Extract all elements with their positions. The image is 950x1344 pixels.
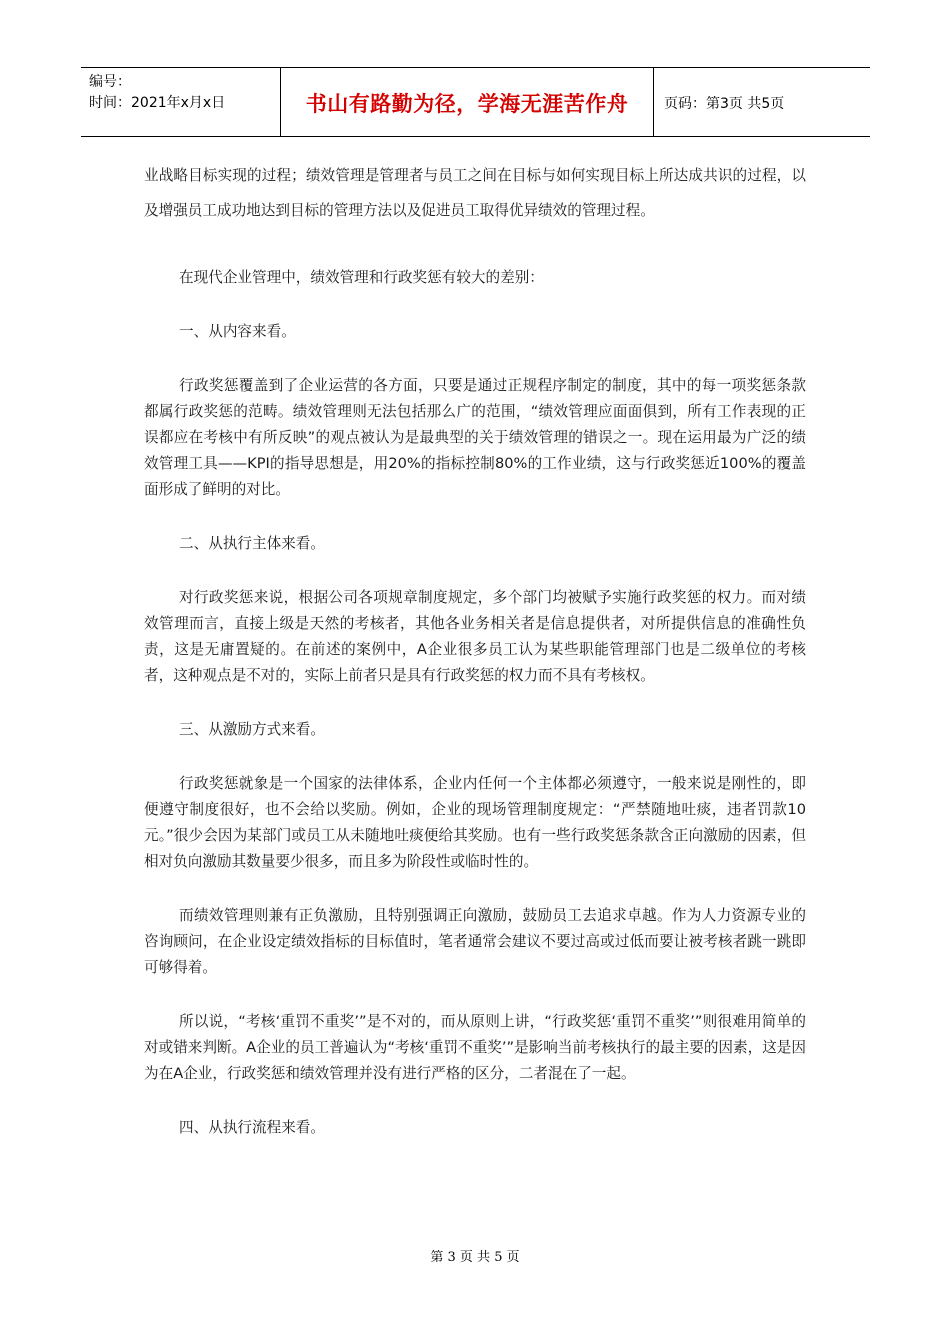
number-label: 编号： bbox=[89, 74, 131, 90]
section-heading-content: 一、从内容来看。 bbox=[179, 323, 296, 340]
header-page-cell bbox=[654, 69, 870, 137]
paragraph-intro: 在现代企业管理中，绩效管理和行政奖惩有较大的差别： bbox=[179, 269, 544, 286]
page-code: 页码：第3页 共5页 bbox=[664, 96, 785, 112]
page-footer: 第 3 页 共 5 页 bbox=[430, 1250, 520, 1265]
motto-text: 书山有路勤为径，学海无涯苦作舟 bbox=[305, 92, 629, 116]
section-heading-subject: 二、从执行主体来看。 bbox=[179, 535, 325, 552]
paragraph-incentive: 行政奖惩就象是一个国家的法律体系，企业内任何一个主体都必须遵守，一般来说是刚性的，即便遵守制度很好，也不会给以奖励。例如，企业的现场管理制度规定：“严禁随地吐痰，违者罚款10元。”很少会因为某部门或员工从未随地吐痰便给其奖励。也有一些行政奖惩条款含正向激励的因素，但相对负向激励其数量要少很多，而且多为阶段性或临时性的。 bbox=[144, 775, 806, 870]
header-motto-cell bbox=[280, 68, 654, 136]
header-table bbox=[81, 67, 870, 137]
paragraph-content: 行政奖惩覆盖到了企业运营的各方面，只要是通过正规程序制定的制度，其中的每一项奖惩条款都属行政奖惩的范畴。绩效管理则无法包括那么广的范围，“绩效管理应面面俱到，所有工作表现的正误都应在考核中有所反映”的观点被认为是最典型的关于绩效管理的错误之一。现在运用最为广泛的绩效管理工具——KPI的指导思想是，用20%的指标控制80%的工作业绩，这与行政奖惩近100%的覆盖面形成了鲜明的对比。 bbox=[144, 377, 806, 498]
time-label: 时间：2021年x月x日 bbox=[89, 95, 226, 111]
section-heading-process: 四、从执行流程来看。 bbox=[179, 1119, 325, 1136]
paragraph-continuation: 业战略目标实现的过程；绩效管理是管理者与员工之间在目标与如何实现目标上所达成共识的过程，以及增强员工成功地达到目标的管理方法以及促进员工取得优异绩效的管理过程。 bbox=[144, 167, 806, 219]
paragraph-performance: 而绩效管理则兼有正负激励，且特别强调正向激励，鼓励员工去追求卓越。作为人力资源专业的咨询顾问，在企业设定绩效指标的目标值时，笔者通常会建议不要过高或过低而要让被考核者跳一跳即可够得着。 bbox=[144, 907, 806, 976]
section-heading-incentive: 三、从激励方式来看。 bbox=[179, 721, 325, 738]
paragraph-conclusion: 所以说，“考核‘重罚不重奖’”是不对的，而从原则上讲，“行政奖惩‘重罚不重奖’”则很难用简单的对或错来判断。A企业的员工普遍认为“考核‘重罚不重奖’”是影响当前考核执行的最主要的因素，这是因为在A企业，行政奖惩和绩效管理并没有进行严格的区分，二者混在了一起。 bbox=[144, 1013, 806, 1082]
document-body bbox=[144, 150, 806, 1141]
header-meta-cell bbox=[81, 68, 280, 136]
paragraph-subject: 对行政奖惩来说，根据公司各项规章制度规定，多个部门均被赋予实施行政奖惩的权力。而对绩效管理而言，直接上级是天然的考核者，其他各业务相关者是信息提供者，对所提供信息的准确性负责，这是无庸置疑的。在前述的案例中，A企业很多员工认为某些职能管理部门也是二级单位的考核者，这种观点是不对的，实际上前者只是具有行政奖惩的权力而不具有考核权。 bbox=[144, 589, 806, 684]
